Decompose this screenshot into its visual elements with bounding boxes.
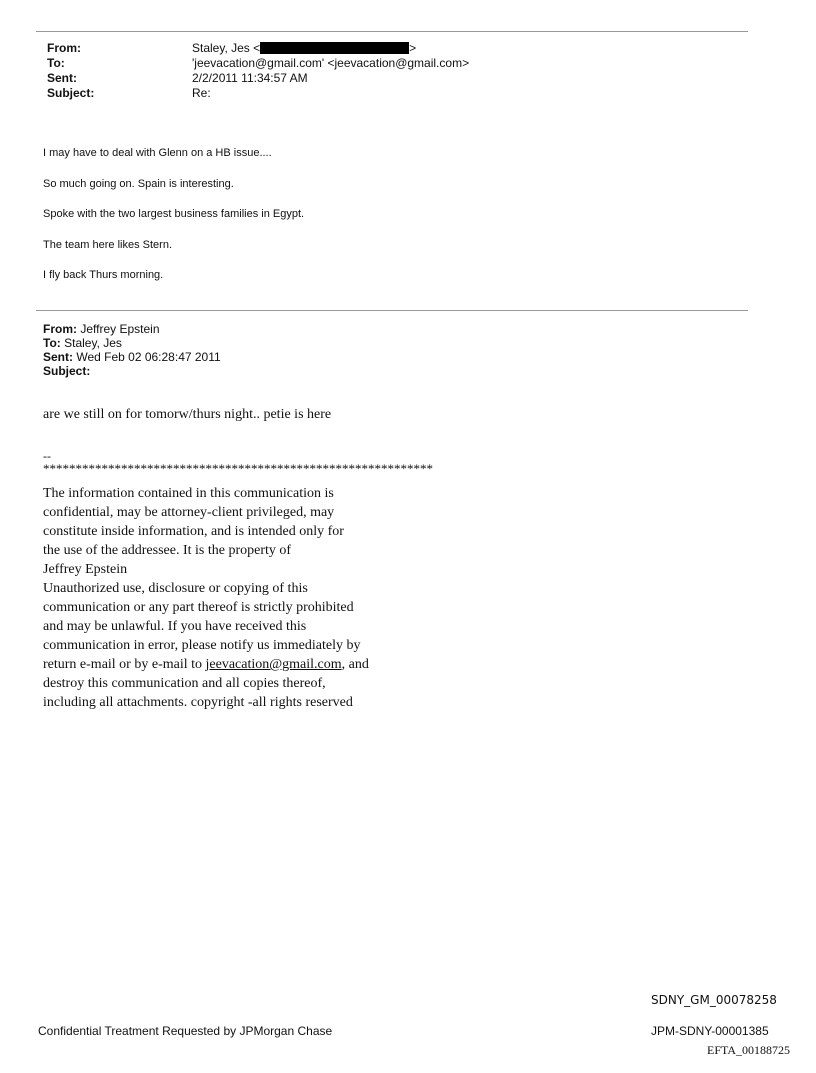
subject-value: Re: bbox=[192, 86, 211, 100]
body-line: I fly back Thurs morning. bbox=[43, 269, 164, 281]
bates-sdny: SDNY_GM_00078258 bbox=[651, 993, 777, 1007]
to-row-2 bbox=[43, 336, 221, 350]
bates-jpm: JPM-SDNY-00001385 bbox=[651, 1024, 769, 1038]
body-line: Spoke with the two largest business families in Egypt. bbox=[43, 208, 305, 220]
body-line: I may have to deal with Glenn on a HB issue.... bbox=[43, 147, 272, 159]
email1-header bbox=[47, 41, 469, 101]
disclaimer-line: the use of the addressee. It is the property of bbox=[43, 543, 292, 558]
sent-label: Sent: bbox=[47, 71, 77, 85]
disclaimer-line: communication or any part thereof is strictly prohibited bbox=[43, 600, 354, 615]
email2-message: are we still on for tomorw/thurs night.. petie is here bbox=[43, 407, 332, 422]
from-value bbox=[192, 41, 416, 56]
disclaimer-line: including all attachments. copyright -all rights reserved bbox=[43, 695, 353, 710]
disclaimer-line: Jeffrey Epstein bbox=[43, 562, 128, 577]
disclaimer-line: constitute inside information, and is intended only for bbox=[43, 524, 344, 539]
disclaimer-link-prefix: return e-mail or by e-mail to bbox=[43, 657, 206, 672]
disclaimer-line: The information contained in this communication is bbox=[43, 486, 334, 501]
disclaimer-line: confidential, may be attorney-client privileged, may bbox=[43, 505, 335, 520]
to-label: To: bbox=[47, 56, 65, 70]
body-line: The team here likes Stern. bbox=[43, 238, 173, 251]
signature-dash: -- bbox=[43, 449, 51, 463]
to-value: 'jeevacation@gmail.com' <jeevacation@gmail.com> bbox=[192, 56, 470, 70]
top-rule bbox=[36, 31, 748, 32]
body-line: So much going on. Spain is interesting. bbox=[43, 177, 234, 190]
from-name: Staley, Jes < bbox=[192, 41, 261, 55]
email1-body bbox=[43, 146, 304, 299]
bates-efta: EFTA_00188725 bbox=[707, 1043, 791, 1057]
disclaimer-line: communication in error, please notify us immediately by bbox=[43, 638, 361, 653]
email2-header bbox=[43, 322, 221, 378]
from-row-2 bbox=[43, 322, 221, 336]
sent-label-2: Sent: bbox=[43, 350, 73, 364]
sent-value-2: Wed Feb 02 06:28:47 2011 bbox=[76, 350, 221, 364]
from-row bbox=[47, 41, 469, 56]
disclaimer-link-suffix: , and bbox=[341, 657, 369, 672]
to-label-2: To: bbox=[43, 336, 61, 350]
disclaimer-link-line bbox=[43, 655, 423, 674]
sent-value: 2/2/2011 11:34:57 AM bbox=[192, 71, 308, 85]
asterisk-divider: ************************************************************ bbox=[43, 461, 433, 476]
subject-label-2: Subject: bbox=[43, 364, 91, 378]
redaction-bar bbox=[260, 42, 409, 54]
subject-label: Subject: bbox=[47, 86, 95, 100]
separator-rule bbox=[36, 310, 748, 311]
from-label-2: From: bbox=[43, 322, 77, 336]
to-row bbox=[47, 56, 469, 71]
disclaimer-line: destroy this communication and all copies thereof, bbox=[43, 676, 326, 691]
email-link[interactable]: jeevacation@gmail.com bbox=[205, 657, 342, 672]
disclaimer-line: Unauthorized use, disclosure or copying of this bbox=[43, 581, 308, 596]
subject-row bbox=[47, 86, 469, 101]
from-value-2: Jeffrey Epstein bbox=[80, 322, 160, 336]
disclaimer bbox=[43, 484, 423, 712]
from-label: From: bbox=[47, 41, 81, 55]
sent-row bbox=[47, 71, 469, 86]
sent-row-2 bbox=[43, 350, 221, 364]
confidential-footer: Confidential Treatment Requested by JPMorgan Chase bbox=[38, 1024, 333, 1038]
subject-row-2 bbox=[43, 364, 221, 378]
from-close: > bbox=[409, 41, 417, 55]
to-value-2: Staley, Jes bbox=[64, 336, 122, 350]
disclaimer-line: and may be unlawful. If you have received this bbox=[43, 619, 307, 634]
